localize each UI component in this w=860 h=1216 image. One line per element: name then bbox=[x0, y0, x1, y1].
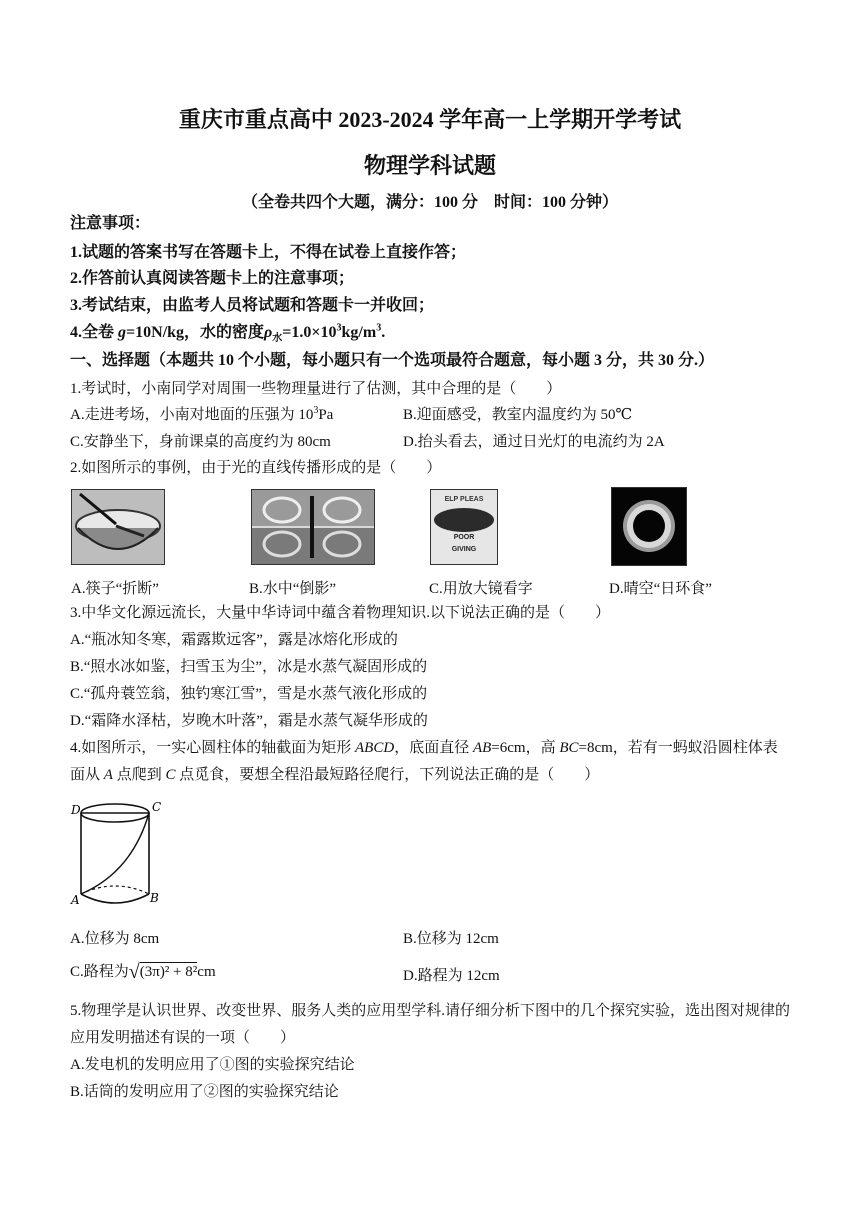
q1-option-d: D.抬头看去，通过日光灯的电流约为 2A bbox=[403, 434, 665, 450]
q3-option-d: D.“霜降水泽枯，岁晚木叶落”，霜是水蒸气凝华形成的 bbox=[70, 713, 428, 729]
q2-option-d: D.晴空“日环食” bbox=[609, 581, 712, 597]
chopstick-bowl-image bbox=[71, 489, 165, 565]
q4-option-c: C.路程为√(3π)² + 8²cm bbox=[70, 961, 216, 983]
magnifier-text-bottom: GIVING bbox=[451, 546, 477, 553]
q1-option-b: B.迎面感受，教室内温度约为 50℃ bbox=[403, 407, 633, 423]
notice-item-3: 3.考试结束，由监考人员将试题和答题卡一并收回； bbox=[70, 297, 435, 314]
notice-item-4: 4.全卷 g=10N/kg，水的密度$\rho_水=1.0\times 10^3kg/m^3$. bbox=[70, 322, 386, 345]
q4-stem-line2: 面从 A 点爬到 C 点觅食，要想全程沿最短路径爬行，下列说法正确的是（ ） bbox=[70, 767, 600, 783]
label-C: C bbox=[152, 800, 162, 814]
magnifier-text-big: ELP PLEAS bbox=[444, 496, 484, 503]
cylinder-figure bbox=[70, 798, 162, 914]
q2-option-c: C.用放大镜看字 bbox=[429, 581, 533, 597]
q3-stem: 3.中华文化源远流长，大量中华诗词中蕴含着物理知识.以下说法正确的是（ ） bbox=[70, 605, 611, 621]
label-B: B bbox=[150, 891, 159, 905]
q3-option-c: C.“孤舟蓑笠翁，独钓寒江雪”，雪是水蒸气液化形成的 bbox=[70, 686, 428, 702]
q5-stem-line1: 5.物理学是认识世界、改变世界、服务人类的应用型学科.请仔细分析下图中的几个探究实验，选出图对规律的 bbox=[70, 1003, 791, 1019]
q1-option-c: C.安静坐下，身前课桌的高度约为 80cm bbox=[70, 434, 331, 450]
q4-option-a: A.位移为 8cm bbox=[70, 931, 160, 947]
notice-item-1: 1.试题的答案书写在答题卡上，不得在试卷上直接作答； bbox=[70, 244, 467, 261]
q2-stem: 2.如图所示的事例，由于光的直线传播形成的是（ ） bbox=[70, 460, 442, 476]
q1-option-a: A.走进考场，小南对地面的压强为 $10^3Pa$ bbox=[70, 405, 334, 423]
q2-option-a: A.筷子“折断” bbox=[71, 581, 159, 597]
annular-eclipse-image bbox=[611, 487, 687, 566]
q4-option-b: B.位移为 12cm bbox=[403, 931, 499, 947]
q2-option-b: B.水中“倒影” bbox=[249, 581, 337, 597]
notice-heading: 注意事项： bbox=[70, 215, 151, 232]
q4-stem-line1: 4.如图所示，一实心圆柱体的轴截面为矩形 ABCD，底面直径 AB=6cm，高 BC=8cm，若有一蚂蚁沿圆柱体表 bbox=[70, 740, 778, 756]
exam-meta: （全卷共四个大题，满分：100 分 时间：100 分钟） bbox=[241, 194, 618, 211]
magnifier-text-mid: POOR bbox=[453, 534, 475, 541]
q3-option-b: B.“照水冰如鉴，扫雪玉为尘”，冰是水蒸气凝固形成的 bbox=[70, 659, 428, 675]
label-D: D bbox=[71, 803, 81, 817]
exam-subtitle: 物理学科试题 bbox=[363, 153, 496, 178]
magnifier-lens bbox=[434, 508, 494, 532]
notice-item-2: 2.作答前认真阅读答题卡上的注意事项； bbox=[70, 270, 355, 287]
q5-stem-line2: 应用发明描述有误的一项（ ） bbox=[70, 1030, 296, 1046]
q4-option-d: D.路程为 12cm bbox=[403, 968, 500, 984]
q5-option-a: A.发电机的发明应用了①图的实验探究结论 bbox=[70, 1057, 355, 1073]
q5-option-b: B.话筒的发明应用了②图的实验探究结论 bbox=[70, 1084, 339, 1100]
magnifier-text-image bbox=[430, 489, 498, 565]
water-reflection-image bbox=[251, 489, 375, 565]
section-heading: 一、选择题（本题共 10 个小题，每小题只有一个选项最符合题意，每小题 3 分，共 30 分.） bbox=[70, 352, 715, 369]
label-A: A bbox=[71, 893, 80, 907]
q1-stem: 1.考试时，小南同学对周围一些物理量进行了估测，其中合理的是（ ） bbox=[70, 381, 562, 397]
sqrt-expression: (3π)² + 8² bbox=[139, 964, 198, 980]
q3-option-a: A.“瓶冰知冬寒，霜露欺远客”，露是冰熔化形成的 bbox=[70, 632, 398, 648]
exam-title: 重庆市重点高中 2023-2024 学年高一上学期开学考试 bbox=[178, 107, 682, 132]
